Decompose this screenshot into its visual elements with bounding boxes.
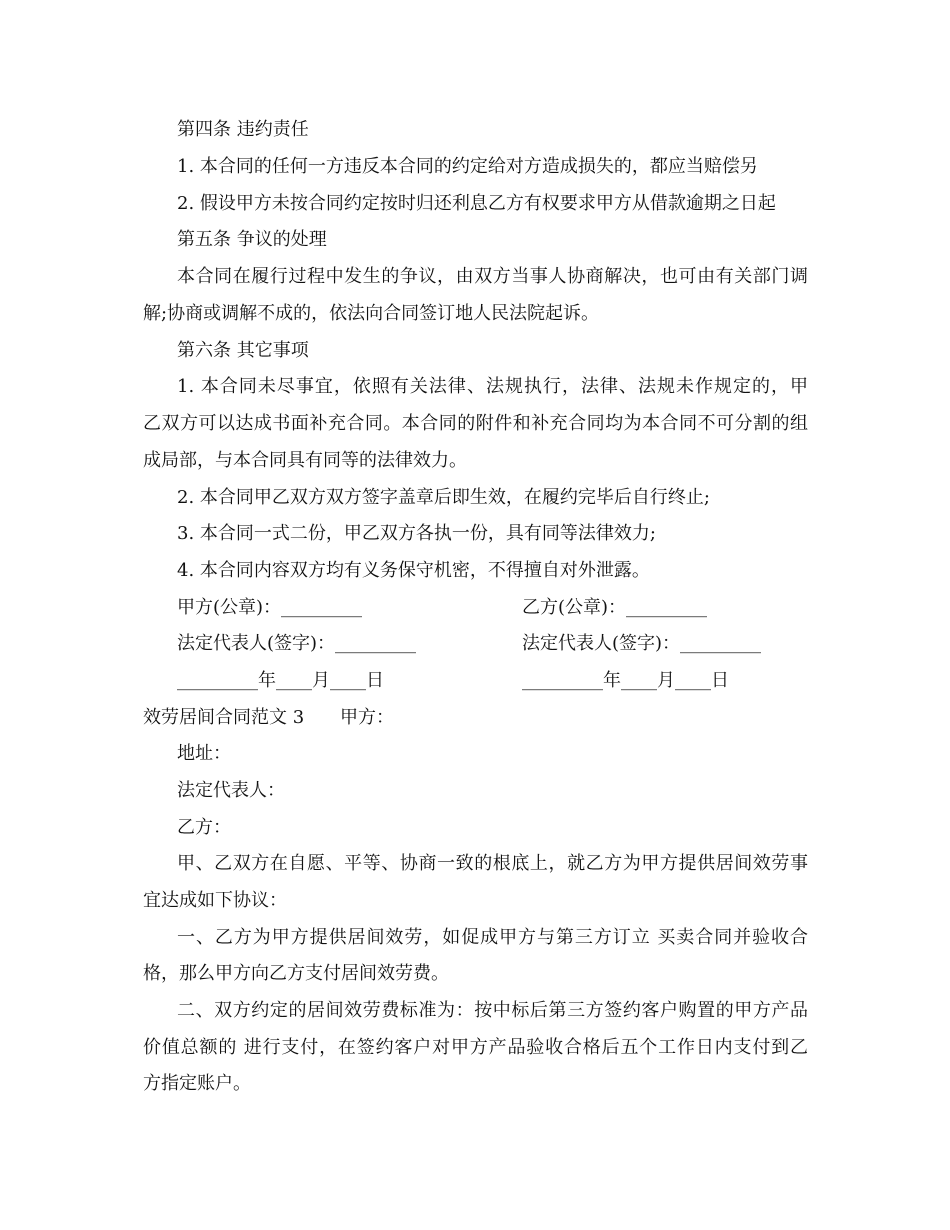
article6-item1-line2: 乙双方可以达成书面补充合同。本合同的附件和补充合同均为本合同不可分割的组 <box>143 413 808 434</box>
article5-para-line1: 本合同在履行过程中发生的争议，由双方当事人协商解决，也可由有关部门调 <box>177 266 808 287</box>
article5-heading: 第五条 争议的处理 <box>177 229 327 250</box>
contract3-intro-line1: 甲、乙双方在自愿、平等、协商一致的根底上，就乙方为甲方提供居间效劳事 <box>177 853 808 874</box>
party-b-seal-line: 乙方(公章)：_________ <box>522 597 708 618</box>
article4-heading: 第四条 违约责任 <box>177 119 309 140</box>
contract3-clause1-line1: 一、乙方为甲方提供居间效劳，如促成甲方与第三方订立 买卖合同并验收合 <box>177 927 808 948</box>
contract3-title: 效劳居间合同范文 3 <box>143 707 305 728</box>
contract3-address-label: 地址： <box>177 743 231 764</box>
article6-heading: 第六条 其它事项 <box>177 340 309 361</box>
party-a-seal-line: 甲方(公章)：_________ <box>177 597 363 618</box>
contract3-clause2-line2: 价值总额的 进行支付，在签约客户对甲方产品验收合格后五个工作日内支付到乙 <box>143 1037 808 1058</box>
contract3-clause2-line3: 方指定账户。 <box>143 1073 251 1094</box>
article4-item2: 2. 假设甲方未按合同约定按时归还利息乙方有权要求甲方从借款逾期之日起 <box>177 193 776 214</box>
article5-para-line2: 解;协商或调解不成的，依法向合同签订地人民法院起诉。 <box>143 303 600 324</box>
party-b-rep-line: 法定代表人(签字)：_________ <box>522 633 762 654</box>
contract3-clause1-line2: 格，那么甲方向乙方支付居间效劳费。 <box>143 963 449 984</box>
contract3-party-a-label: 甲方： <box>340 707 394 728</box>
article6-item4: 4. 本合同内容双方均有义务保守机密，不得擅自对外泄露。 <box>177 560 650 581</box>
party-a-rep-line: 法定代表人(签字)：_________ <box>177 633 417 654</box>
party-b-date-line: _________年____月____日 <box>522 670 729 691</box>
party-a-date-line: _________年____月____日 <box>177 670 384 691</box>
contract3-clause2-line1: 二、双方约定的居间效劳费标准为：按中标后第三方签约客户购置的甲方产品 <box>177 1000 808 1021</box>
article6-item1-line1: 1. 本合同未尽事宜，依照有关法律、法规执行，法律、法规未作规定的，甲 <box>177 376 808 397</box>
article6-item1-line3: 成局部，与本合同具有同等的法律效力。 <box>143 450 467 471</box>
article6-item2: 2. 本合同甲乙双方双方签字盖章后即生效，在履约完毕后自行终止; <box>177 487 710 508</box>
contract3-party-b-label: 乙方： <box>177 817 231 838</box>
contract3-legal-rep-label: 法定代表人： <box>177 780 285 801</box>
article6-item3: 3. 本合同一式二份，甲乙双方各执一份，具有同等法律效力; <box>177 523 656 544</box>
article4-item1: 1. 本合同的任何一方违反本合同的约定给对方造成损失的，都应当赔偿另 <box>177 156 758 177</box>
contract3-intro-line2: 宜达成如下协议： <box>143 890 287 911</box>
